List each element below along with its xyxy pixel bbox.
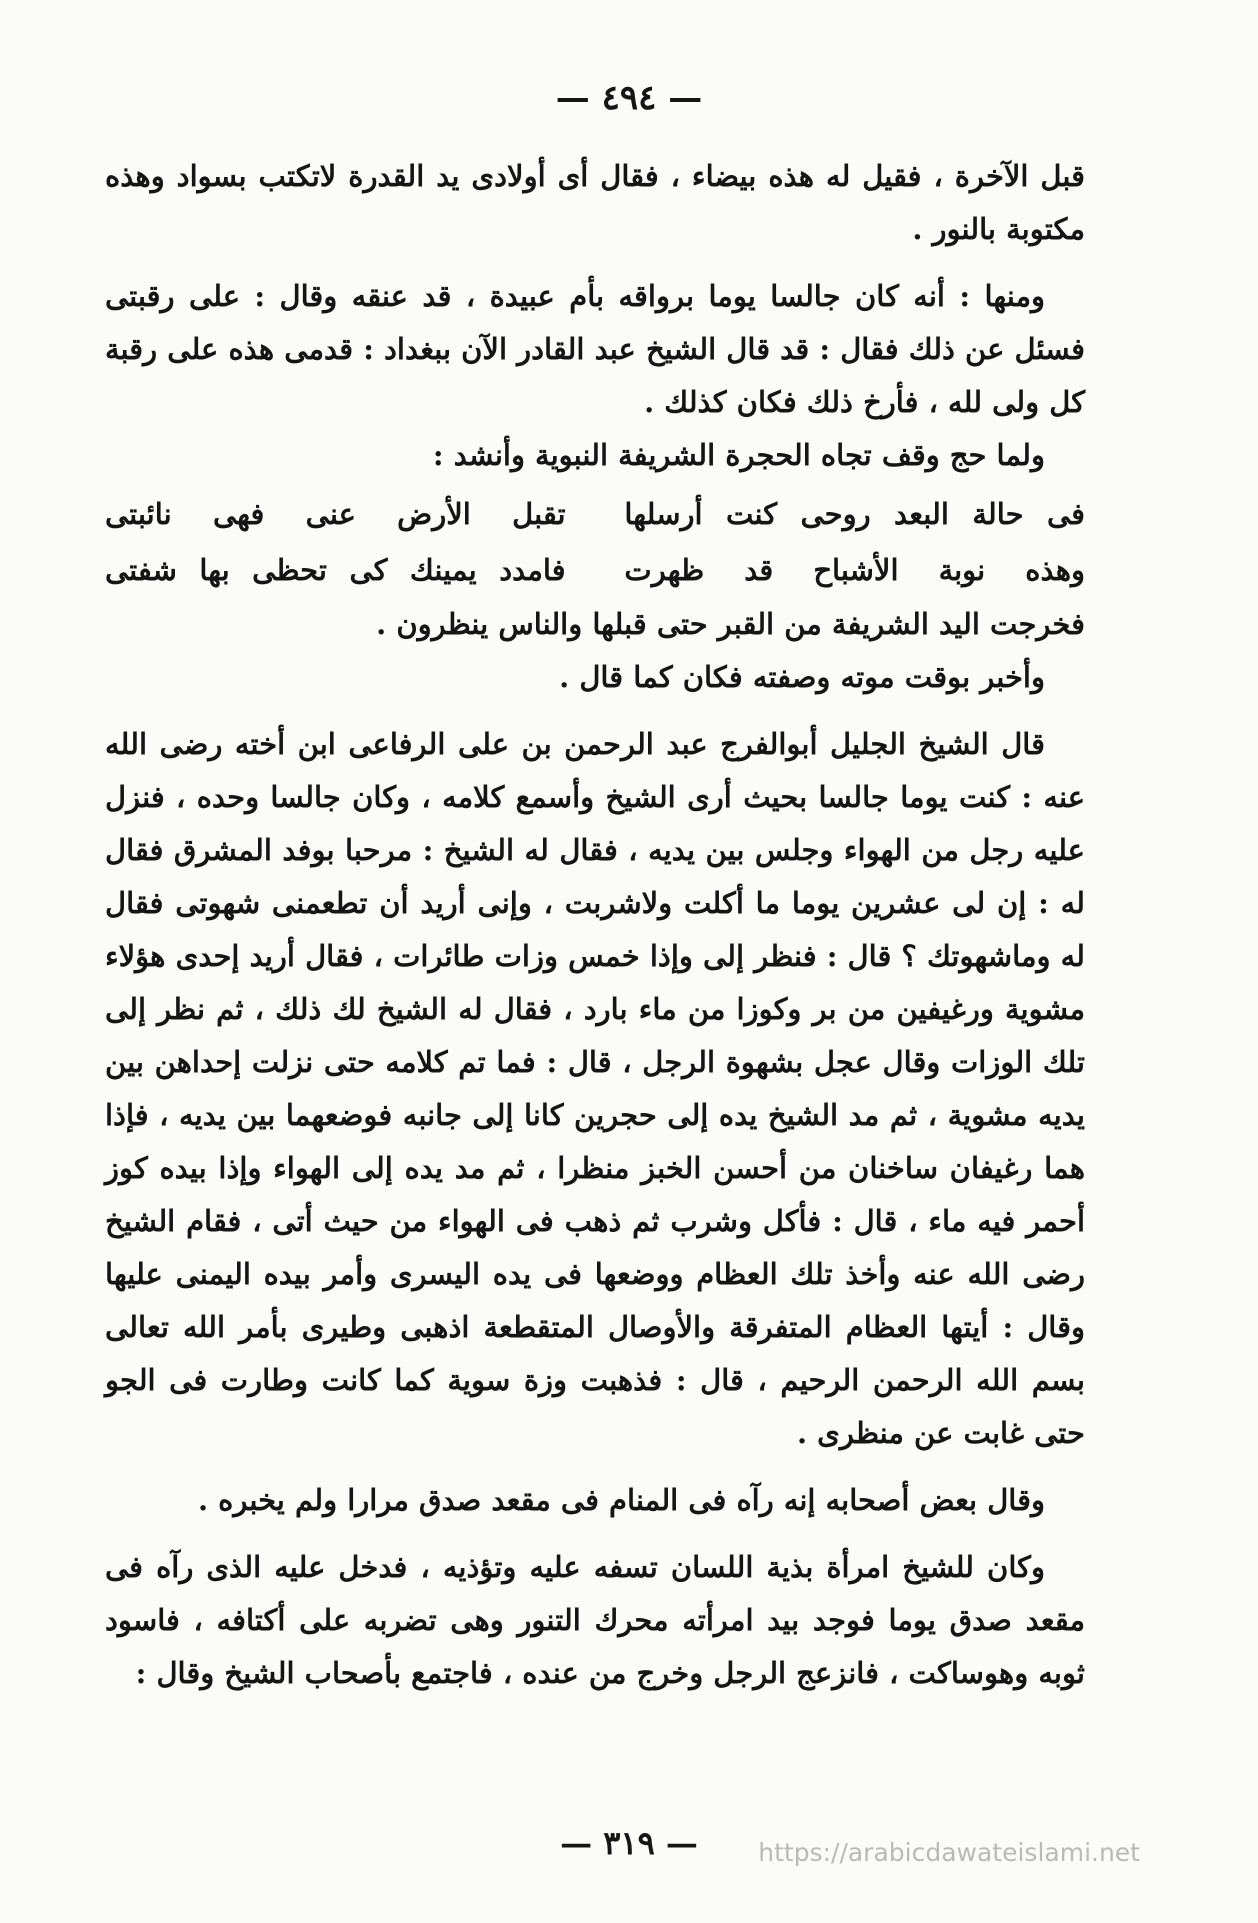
poem-second-hemistich: فامدد يمينك كى تحظى بها شفتى (105, 553, 566, 587)
poem-verse (105, 486, 1085, 542)
page-number-top: — ٤٩٤ — (555, 78, 703, 118)
poem-verse (105, 542, 1085, 598)
poem (105, 486, 1085, 598)
poem-first-hemistich: وهذه نوبة الأشباح قد ظهرت (624, 553, 1085, 587)
page-number-bottom: — ٣١٩ — (560, 1824, 698, 1862)
paragraph-dream: وقال بعض أصحابه إنه رآه فى المنام فى مقعد صدق مرارا ولم يخبره . (197, 1483, 1045, 1517)
main-text (105, 150, 1085, 1700)
poem-second-hemistich: تقبل الأرض عنى فهى نائبتى (105, 497, 566, 531)
story-paragraph: قال الشيخ الجليل أبوالفرج عبد الرحمن بن على الرفاعى ابن أخته رضى الله عنه : كنت يوما جالسا بحيث أرى الشيخ وأسمع كلامه ، وكان جالسا وحده ، فنزل عليه رجل من الهواء وجلس بين يديه ، فقال له الشيخ : مرحبا بوفد المشرق فقال له : إن لى عشرين يوما ما أكلت ولاشربت ، وإنى أريد أن تطعمنى شهوتى فقال له وماشهوتك ؟ قال : فنظر إلى وإذا خمس وزات طائرات ، فقال أريد إحدى هؤلاء مشوية ورغيفين من بر وكوزا من ماء بارد ، فقال له الشيخ لك ذلك ، ثم نظر إلى تلك الوزات وقال عجل بشهوة الرجل ، قال : فما تم كلامه حتى نزلت إحداهن بين يديه مشوية ، ثم مد الشيخ يده إلى حجرين كانا إلى جانبه فوضعهما بين يديه ، فإذا هما رغيفان ساخنان من أحسن الخبز منظرا ، ثم مد يده إلى الهواء وإذا بيده كوز أحمر فيه ماء ، قال : فأكل وشرب ثم ذهب فى الهواء من حيث أتى ، فقام الشيخ رضى الله عنه وأخذ تلك العظام ووضعها فى يده اليسرى وأمر بيده اليمنى عليها وقال : أيتها العظام المتفرقة والأوصال المتقطعة اذهبى وطيرى بأمر الله تعالى بسم الله الرحمن الرحيم ، قال : فذهبت وزة سوية كما كانت وطارت فى الجو حتى غابت عن منظرى . (105, 727, 1085, 1450)
watermark-url: https://arabicdawateislami.net (758, 1838, 1140, 1867)
paragraph-2: ومنها : أنه كان جالسا يوما برواقه بأم عبيدة ، قد عنقه وقال : على رقبتى فسئل عن ذلك فقال : قد قال الشيخ عبد القادر الآن ببغداد : قدمى هذه على رقبة كل ولى لله ، فأرخ ذلك فكان كذلك . (105, 279, 1085, 419)
paragraph-3: ولما حج وقف تجاه الحجرة الشريفة النبوية وأنشد : (432, 438, 1045, 472)
paragraph-wife: وكان للشيخ امرأة بذية اللسان تسفه عليه وتؤذيه ، فدخل عليه الذى رآه فى مقعد صدق يوما فوجد بيد امرأته محرك التنور وهى تضربه على أكتافه ، فاسود ثوبه وهوساكت ، فانزعج الرجل وخرج من عنده ، فاجتمع بأصحاب الشيخ وقال : (105, 1550, 1085, 1690)
paragraph-4: فخرجت اليد الشريفة من القبر حتى قبلها والناس ينظرون . (376, 607, 1085, 641)
paragraph-1: قبل الآخرة ، فقيل له هذه بيضاء ، فقال أى أولادى يد القدرة لاتكتب بسواد وهذه مكتوبة بالنور . (105, 159, 1085, 246)
poem-first-hemistich: فى حالة البعد روحى كنت أرسلها (624, 497, 1085, 531)
paragraph-5: وأخبر بوقت موته وصفته فكان كما قال . (559, 660, 1045, 694)
